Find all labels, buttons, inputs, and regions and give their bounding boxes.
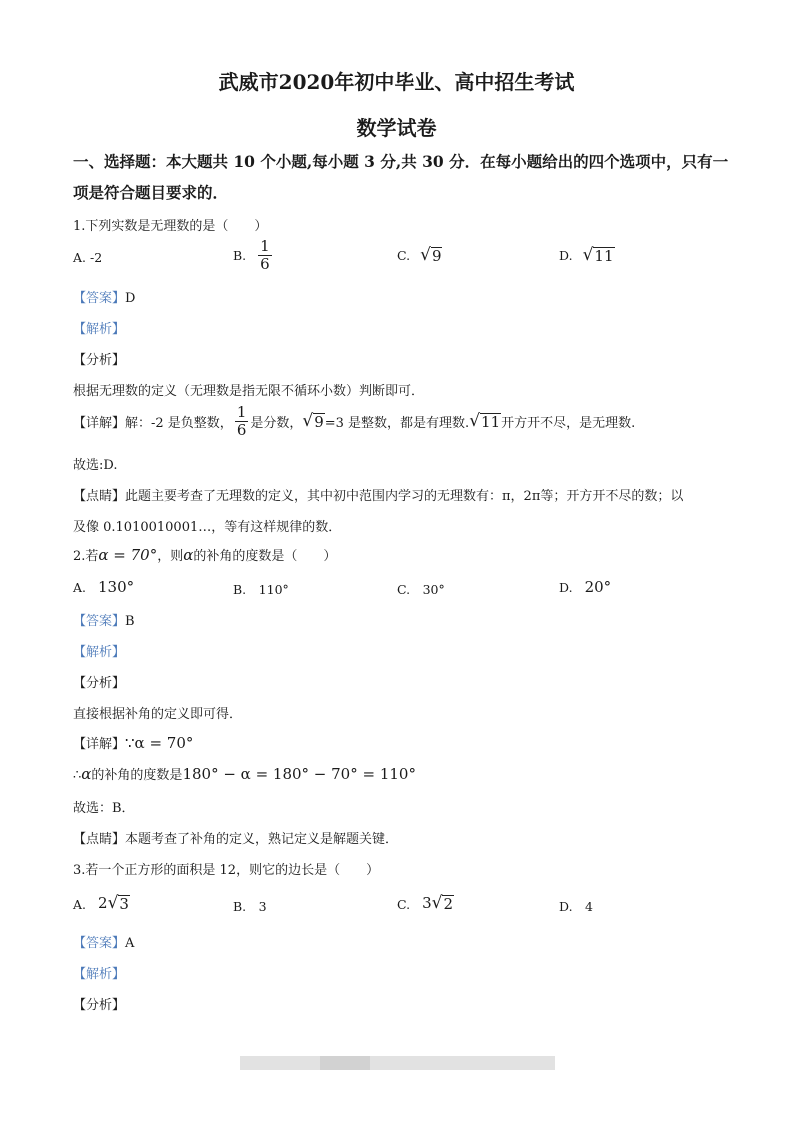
- q1-detail-denominator: 6: [236, 421, 247, 439]
- q1-detail-numerator: 1: [236, 403, 247, 421]
- q1-option-c: [397, 247, 442, 264]
- q2-comment: 【点睛】本题考查了补角的定义，熟记定义是解题关键．: [73, 832, 399, 847]
- q2-stem-math: α = 70°: [98, 546, 158, 564]
- q2-analysis: 直接根据补角的定义即可得．: [73, 707, 243, 722]
- q1-option-b-prefix: B.: [233, 248, 247, 263]
- q3-answer-tag: 【答案】: [73, 936, 126, 951]
- q3-option-a-coefficient: 2: [98, 894, 108, 912]
- section-heading-line1: 一、选择题：本大题共 10 个小题,每小题 3 分,共 30 分．在每小题给出的四个选项中，只有一: [73, 152, 729, 171]
- q2-stem-alpha: α: [183, 546, 194, 564]
- q1-analysis: 根据无理数的定义（无理数是指无限不循环小数）判断即可．: [73, 384, 425, 399]
- q2-fenxi-tag: 【分析】: [73, 676, 126, 691]
- q2-stem-part1: 2.若: [73, 549, 99, 564]
- q2-option-a-value: 130°: [98, 578, 135, 596]
- q2-stem-part2: ，则: [157, 549, 184, 564]
- q2-therefore: [73, 764, 416, 783]
- q1-option-c-prefix: C.: [397, 248, 411, 263]
- q2-detail: [73, 733, 193, 752]
- q3-option-c-coefficient: 3: [422, 894, 432, 912]
- q2-therefore-symbol: ∴: [73, 768, 82, 783]
- q3-option-d: D. 4: [559, 899, 594, 914]
- q1-option-d: [559, 247, 615, 264]
- q3-option-c-sqrt: √ 2: [431, 893, 454, 913]
- q1-comment-line2: 及像 0.1010010001…，等有这样规律的数．: [73, 520, 342, 535]
- q2-jiexi-tag: 【解析】: [73, 645, 126, 660]
- q1-answer-value: D: [125, 291, 136, 306]
- footer-watermark-segment: [320, 1056, 370, 1070]
- q2-detail-tag: 【详解】: [73, 737, 126, 752]
- q1-detail-part4: 开方开不尽，是无理数.: [501, 416, 636, 431]
- q2-option-d-value: 20°: [584, 578, 612, 596]
- q3-answer-value: A: [125, 936, 135, 951]
- q2-answer-tag: 【答案】: [73, 614, 126, 629]
- q1-detail-radicand11: 11: [481, 413, 501, 431]
- q3-option-a-sqrt: √ 3: [107, 893, 129, 913]
- q1-fenxi-tag: 【分析】: [73, 353, 126, 368]
- q2-therefore-math: 180° − α = 180° − 70° = 110°: [182, 765, 416, 783]
- q3-jiexi-tag: 【解析】: [73, 967, 126, 982]
- q1-detail-part2: 是分数，: [250, 416, 303, 431]
- section-heading-line2: 项是符合题目要求的．: [73, 183, 229, 202]
- q1-detail-tag: 【详解】: [73, 416, 126, 431]
- q1-answer: [73, 287, 135, 306]
- q1-detail-radicand9: 9: [314, 413, 324, 431]
- footer-watermark: [240, 1056, 555, 1070]
- q2-therefore-alpha: α: [81, 765, 92, 783]
- q1-stem: 1.下列实数是无理数的是（ ）: [73, 219, 268, 234]
- q1-detail-sqrt11: √ 11: [469, 411, 501, 431]
- q2-option-d: [559, 578, 611, 596]
- q1-option-b-numerator: 1: [260, 237, 270, 255]
- q3-option-a: [73, 894, 130, 912]
- q1-option-d-radicand: 11: [594, 247, 614, 265]
- q1-option-c-sqrt: √ 9: [420, 245, 442, 265]
- q3-option-a-prefix: A.: [73, 897, 87, 912]
- q2-stem: [73, 545, 336, 564]
- q1-option-d-sqrt: √ 11: [582, 245, 614, 265]
- q2-option-a-prefix: A.: [73, 580, 87, 595]
- q1-detail-fraction: [235, 404, 249, 439]
- q1-jiexi-tag: 【解析】: [73, 322, 126, 337]
- q2-stem-part3: 的补角的度数是（ ）: [193, 549, 337, 564]
- q1-detail-part1: 解：-2 是负整数，: [125, 416, 233, 431]
- q3-answer: [73, 932, 134, 951]
- q2-option-a: [73, 578, 134, 596]
- q3-option-c-radicand: 2: [443, 895, 454, 913]
- q2-choose: 故选：B．: [73, 801, 135, 816]
- q1-answer-tag: 【答案】: [73, 291, 126, 306]
- q1-detail: [73, 404, 635, 439]
- q2-option-d-prefix: D.: [559, 580, 573, 595]
- q1-detail-sqrt9: √ 9: [302, 411, 324, 431]
- q3-stem: 3.若一个正方形的面积是 12，则它的边长是（ ）: [73, 863, 380, 878]
- q1-option-b-denominator: 6: [260, 255, 270, 273]
- q2-answer-value: B: [125, 614, 135, 629]
- q1-comment-line1: 【点睛】此题主要考查了无理数的定义，其中初中范围内学习的无理数有：π，2π等；开方开不尽的数；以: [73, 489, 684, 504]
- q2-answer: [73, 610, 135, 629]
- q1-option-a: A. -2: [73, 250, 103, 265]
- q1-detail-part3: =3 是整数，都是有理数.: [324, 416, 470, 431]
- q3-option-c: [397, 894, 454, 912]
- exam-subtitle: 数学试卷: [356, 116, 437, 140]
- q1-option-d-prefix: D.: [559, 248, 573, 263]
- q2-option-c: C. 30°: [397, 582, 445, 597]
- q3-fenxi-tag: 【分析】: [73, 998, 126, 1013]
- q3-option-c-prefix: C.: [397, 897, 411, 912]
- q1-choose: 故选:D.: [73, 458, 118, 473]
- q2-therefore-text: 的补角的度数是: [91, 768, 183, 783]
- footer-watermark-segment: [430, 1056, 500, 1070]
- q2-option-b: B. 110°: [233, 582, 289, 597]
- q3-option-b: B. 3: [233, 899, 267, 914]
- q1-option-c-radicand: 9: [431, 247, 442, 265]
- q2-detail-math: ∵α = 70°: [125, 734, 194, 752]
- q3-option-a-radicand: 3: [119, 895, 129, 913]
- q1-option-b-fraction: [258, 238, 272, 273]
- q1-option-b: [233, 238, 274, 273]
- exam-title: 武威市2020年初中毕业、高中招生考试: [218, 70, 575, 94]
